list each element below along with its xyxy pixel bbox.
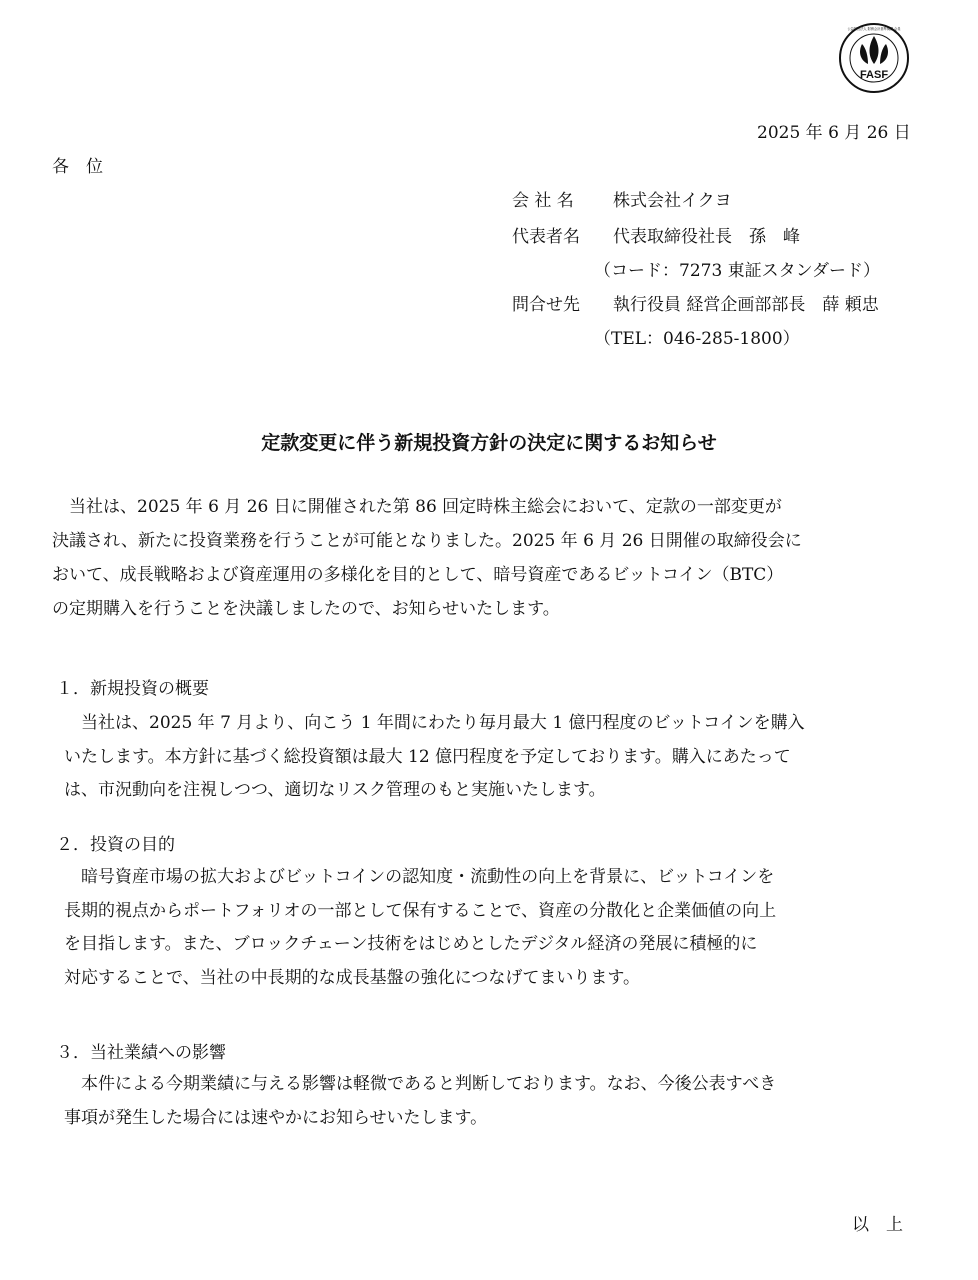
document-title: 定款変更に伴う新規投資方針の決定に関するお知らせ [261,432,717,454]
section-line: 対応することで、当社の中長期的な成長基盤の強化につなげてまいります。 [64,967,640,988]
section-1-heading: １．新規投資の概要 [56,679,209,699]
section-2-heading: ２．投資の目的 [56,835,175,855]
intro-line: の定期購入を行うことを決議しましたので、お知らせいたします。 [52,599,560,619]
addressee: 各 位 [52,157,103,177]
intro-line: おいて、成長戦略および資産運用の多様化を目的として、暗号資産であるビットコイン（BTC） [52,565,784,585]
section-line: は、市況動向を注視しつつ、適切なリスク管理のもと実施いたします。 [64,780,606,800]
company-name-value: 株式会社イクヨ [613,191,732,211]
intro-line: 当社は、2025 年 6 月 26 日に開催された第 86 回定時株主総会において、定款の一部変更が [52,497,782,517]
contact-tel: （TEL：046-285-1800） [594,329,800,349]
date: 2025 年 6 月 26 日 [757,123,911,143]
representative-label: 代表者名 [512,227,580,247]
contact-label: 問合せ先 [512,295,580,315]
company-name-label: 会 社 名 [512,191,574,211]
section-2-body [64,861,934,995]
contact-value: 執行役員 経営企画部部長 薛 頼忠 [613,295,879,315]
section-1-body [64,707,934,808]
section-3-body [64,1068,934,1135]
section-line: いたします。本方針に基づく総投資額は最大 12 億円程度を予定しております。購入にあたって [64,746,791,767]
representative-value: 代表取締役社長 孫 峰 [613,227,800,247]
closing: 以 上 [852,1215,903,1235]
section-line: 本件による今期業績に与える影響は軽微であると判断しております。なお、今後公表すべき [64,1074,777,1094]
section-3-heading: ３．当社業績への影響 [56,1043,226,1063]
section-line: 当社は、2025 年 7 月より、向こう 1 年間にわたり毎月最大 1 億円程度のビットコインを購入 [64,713,805,733]
section-line: 長期的視点からポートフォリオの一部として保有することで、資産の分散化と企業価値の向上 [64,900,777,921]
section-line: 暗号資産市場の拡大およびビットコインの認知度・流動性の向上を背景に、ビットコインを [64,867,775,887]
stock-code: （コード：7273 東証スタンダード） [594,261,880,281]
intro-paragraph [52,490,932,626]
section-line: 事項が発生した場合には速やかにお知らせいたします。 [64,1107,488,1128]
seal-text: FASF [859,69,889,81]
fasf-member-seal-icon [838,22,910,94]
seal-ring-text: 公益財団法人 財務会計基準機構 会員 [847,27,901,31]
intro-line: 決議され、新たに投資業務を行うことが可能となりました。2025 年 6 月 26 日開催の取締役会に [52,531,802,551]
section-line: を目指します。また、ブロックチェーン技術をはじめとしたデジタル経済の発展に積極的に [64,934,758,954]
